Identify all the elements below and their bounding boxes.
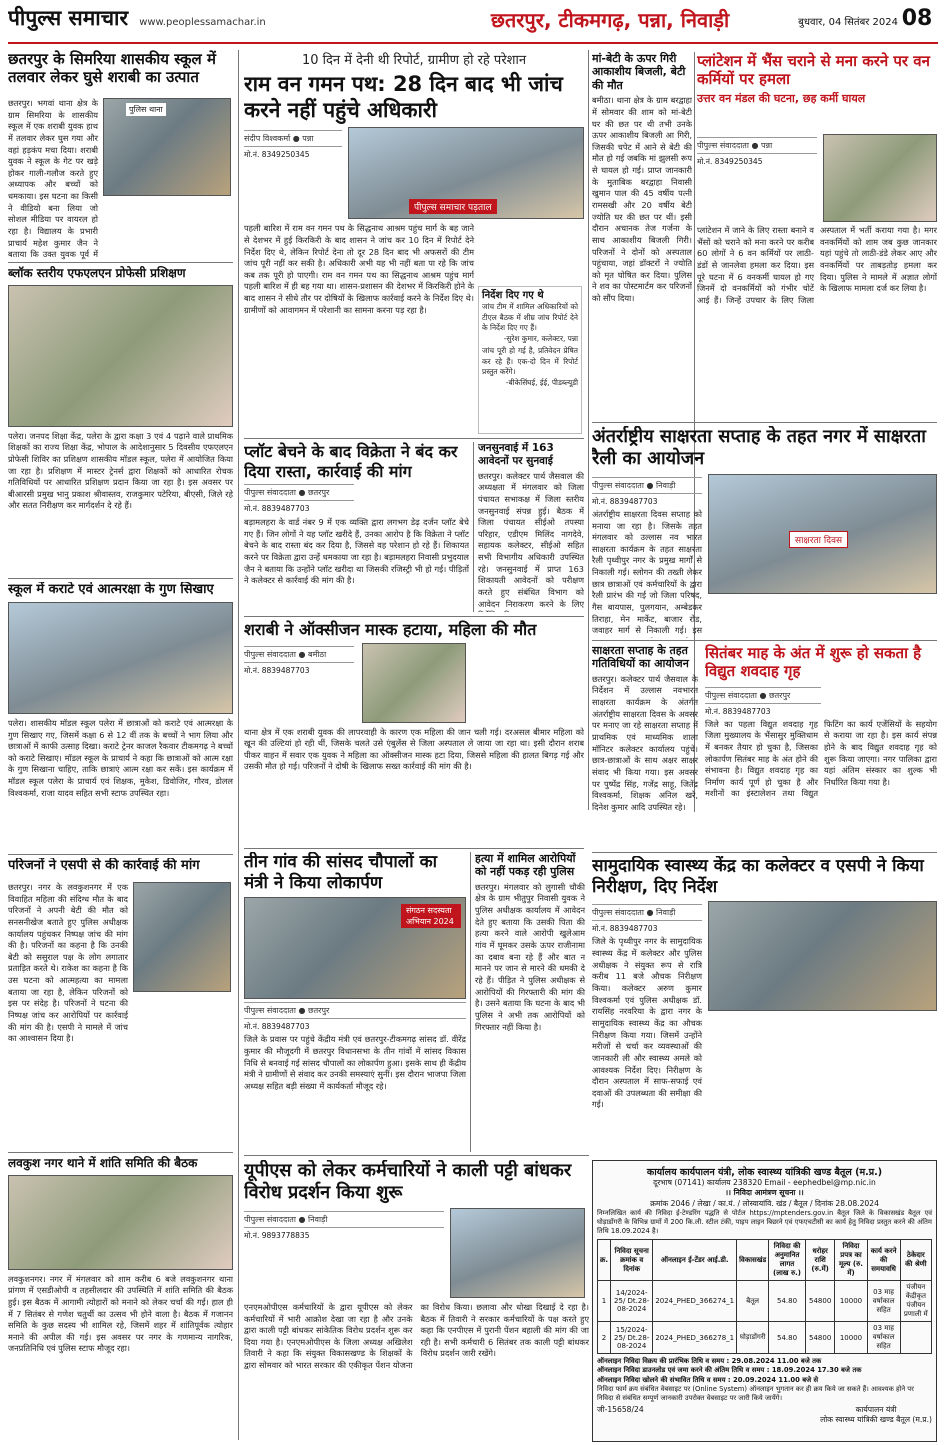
tender-header: निविदा की अनुमानित लागत (लाख रु.) xyxy=(769,1240,806,1281)
ad-contact: दूरभाष (07141) कार्यालय 238320 Email - eephedbel@mp.nic.in xyxy=(653,1178,876,1187)
mobile: मो.नं. 9893778835 xyxy=(244,1230,310,1240)
story-oxygen xyxy=(244,620,584,845)
photo-meeting xyxy=(8,1175,233,1270)
photo-inspection xyxy=(708,901,937,1011)
tender-header: विकासखंड xyxy=(737,1240,769,1281)
story-body: अंतर्राष्ट्रीय साक्षरता दिवस सप्ताह को मनाया जा रहा है। जिसके तहत मंगलवार को उल्लास नव भारत साक्षरता कार्यक्रम के तहत साक्षरता रैली पृथ्वीपुर नगर के प्रमुख मार्गों से निकाली गई। स्लोगन की तख्ती लेकर छात्र छात्राओं एवं कर्मचारियों के द्वारा रैली प्रारंभ की गई जो जिला परिषद, गैस बायपास, पुलगयान, अम्बेडकर तिराहा, मेन मार्केट, बाजार रोड, जवाहर मार्ग से निकाली गई। इस xyxy=(592,508,702,636)
headline: लवकुश नगर थाने में शांति समिति की बैठक xyxy=(8,1156,198,1170)
story-body: छतरपुर। कलेक्टर पार्थ जैसवाल के निर्देशन में उल्लास नवभारत साक्षरता कार्यक्रम के अंतर्गत अंतर्राष्ट्रीय साक्षरता दिवस के अवसर पर मनाए जा रहे साक्षरता सप्ताह में प्राथमिक एवं माध्यमिक शाला मॉनिटर कलेक्टर कार्यालय पहुंचे। छात्र-छात्राओं के साथ अक्षर साक्षर संवाद भी किया गया। इस अवसर पर पुष्पेंद्र सिंह, गजेंद्र साहू, जितेंद्र विश्वकर्मा, शिक्षक अनिल खरे, दिनेश कुमार आदि उपस्थित रहे। xyxy=(592,673,698,812)
headline: प्लॉट बेचने के बाद विक्रेता ने बंद कर दिया रास्ता, कार्रवाई की मांग xyxy=(244,442,458,481)
story-body: पलेरा। जनपद शिक्षा केंद्र, पलेरा के द्वारा कक्षा 3 एवं 4 पढ़ाने वाले प्राथमिक शिक्षकों का राज्य शिक्षा केंद्र, भोपाल के आदेशानुसार 5 दिवसीय एफएलएन प्रोफेसी शिविर का प्रशिक्षण शासकीय मॉडल स्कूल, पलेरा में आयोजित किया जा रहा है। प्रशिक्षण में मास्टर ट्रेनर्स द्वारा शिक्षकों को आधारित रोचक गतिविधियों पर आधारित प्रशिक्षण प्रदान किया जा रहा है। इस अवसर पर बीआरसी प्रमुख भानु प्रकाश श्रीवास्तव, राजकुमार पटेरिया, बीएसी, जिले रहे और सतत निरीक्षण कर मार्गदर्शन दे रहे हैं। xyxy=(8,430,233,511)
story-body: छतरपुर। मंगलवार को लुगासी चौकी क्षेत्र के ग्राम भीतुपुर निवासी युवक ने पुलिस अधीक्षक कार्यालय में आवेदन देते हुए बताया कि उसकी पिता की हत्या करने वाले आरोपी खुलेआम गांव में घूमकर उसके ऊपर राजीनामा का दबाव बना रहे हैं और बात न मानने पर जान से मारने की धमकी दे रहे हैं। पीड़ित ने पुलिस अधीक्षक से आरोपियों की गिरफ्तारी की मांग की है। उसने बताया कि घटना के बाद भी पुलिस ने अभी तक आरोपियों को गिरफ्तार नहीं किया है। xyxy=(475,881,585,1032)
directive-1: जांच टीम में शामिल अधिकारियों को टीएल बैठक में शीघ्र जांच रिपोर्ट देने के निर्देश दिए गए हैं। xyxy=(482,302,578,333)
directive-2-by: -बीकेसिंघई, ईई, पीडब्ल्यूडी xyxy=(505,377,578,387)
headline: सितंबर माह के अंत में शुरू हो सकता है विद्युत शवदाह गृह xyxy=(705,644,922,681)
tender-header: निविदा प्रपत्र का मूल्य (रु. में) xyxy=(835,1240,867,1281)
byline: पीपुल्स संवाददाता ● निवाड़ी xyxy=(592,904,702,921)
story-peace-meeting xyxy=(8,1156,233,1440)
mobile: मो.नं. 8839487703 xyxy=(244,665,310,675)
headline: प्लांटेशन में भैंस चराने से मना करने पर वन कर्मियों पर हमला xyxy=(697,52,930,89)
page-number: 08 xyxy=(901,6,933,31)
tender-row xyxy=(598,1281,932,1322)
kicker: 10 दिन में देनी थी रिपोर्ट, ग्रामीण हो रहे परेशान xyxy=(301,53,527,68)
headline: स्कूल में कराटे एवं आत्मरक्षा के गुण सिखाए xyxy=(8,582,214,597)
byline: संदीप विश्वकर्मा ● पन्ना xyxy=(244,130,342,147)
story-body: एनएमओपीएस कर्मचारियों के द्वारा यूपीएस को लेकर कर्मचारियों में भारी आक्रोश देखा जा रहा है और उनके द्वारा काली पट्टी बांधकर सांकेतिक विरोध प्रदर्शन शुरू कर दिया गया है। एनएमओपीएस के जिला अध्यक्ष अखिलेश तिवारी ने कहा कि संयुक्त विकासखण्ड के शिक्षकों के द्वारा सोमवार को भारत सरकार की एकीकृत पेंशन योजना का विरोध किया। छलावा और धोखा दिखाई दे रहा है। बैठक में तिवारी ने सरकार कर्मचारियों के पक्ष करते हुए कहा कि एनपीएस में पुरानी पेंशन बहाली की मांग की जा रही है। सभी कर्मचारी 6 सितंबर तक काली पट्टी बांधकर विरोध प्रदर्शन जारी रखेंगे। xyxy=(244,1301,589,1371)
headline: शराबी ने ऑक्सीजन मास्क हटाया, महिला की मौत xyxy=(244,620,537,639)
tender-cell: 54800 xyxy=(805,1322,835,1354)
photo-washed-road xyxy=(348,127,584,219)
directive-2: जांच पूरी हो गई है, प्रतिवेदन प्रेषित कर रहे हैं। एक-दो दिन में रिपोर्ट प्रस्तुत करेंगे। xyxy=(482,346,578,377)
byline: पीपुल्स संवाददाता ● निवाड़ी xyxy=(592,477,702,494)
story-family-sp xyxy=(8,858,233,1148)
photo-injured xyxy=(823,134,937,222)
mobile: मो.नं. 8839487703 xyxy=(705,706,771,716)
tender-cell: 15/2024-25/ Dt.28-08-2024 xyxy=(611,1322,653,1354)
tender-cell: 54.80 xyxy=(769,1322,806,1354)
story-fln xyxy=(8,266,233,574)
tender-header: कार्य करने की समयावधि xyxy=(867,1240,900,1281)
tender-header: ठेकेदार की श्रेणी xyxy=(900,1240,931,1281)
byline: पीपुल्स संवाददाता ● बमीठा xyxy=(244,646,354,663)
headline: तीन गांव की सांसद चौपालों का मंत्री ने किया लोकार्पण xyxy=(244,852,438,893)
story-body: प्लांटेशन में जाने के लिए रास्ता बनाने व भैंसों को चराने को मना करने पर करीब 60 लोगों ने 6 वन कर्मियों पर लाठी-डंडों से जानलेवा हमला कर दिया। इस पूरे घटना में 6 वनकर्मी घायल हो गए जिनमें दो वनकर्मियों को गंभीर चोटें आई हैं। जिन्हें उपचार के लिए जिला अस्पताल में भर्ती कराया गया है। मगर वनकर्मियों को शाम जब कुछ जानकार यहां पहुंचे तो लाठी-डंडे लेकर आए और वनकर्मियों पर ताबड़तोड़ हमला कर दिया। पुलिस ने मामले में अज्ञात लोगों के खिलाफ मामला दर्ज कर लिया है। xyxy=(697,225,937,305)
story-body: बड़ामलहरा के वार्ड नंबर 9 में एक व्यक्ति द्वारा लगभग डेढ़ दर्जन प्लॉट बेचे गए हैं। जिन लोगों ने यह प्लॉट खरीदे हैं, उनका आरोप है कि विक्रेता ने प्लॉट बेचने के बाद रास्ता बंद कर दिया है, जिससे वह परेशान हो रहे हैं। शिकायत करने पर विक्रेता द्वारा उन्हें धमकाया जा रहा है। बड़ामलहरा निवासी प्रभुदयाल जैन ने बताया कि उन्होंने प्लॉट खरीदा था जिसकी रजिस्ट्री भी हो गई। पीड़ितों ने कलेक्टर से कार्रवाई की मांग की है। xyxy=(244,517,469,586)
byline: पीपुल्स संवाददाता ● छतरपुर xyxy=(244,484,354,501)
tender-header: ऑनलाइन ई-टेंडर आई.डी. xyxy=(653,1240,737,1281)
story-body: जिले के प्रवास पर पहुंचे केंद्रीय मंत्री एवं छतरपुर-टीकमगढ़ सांसद डॉ. वीरेंद्र कुमार की मौजूदगी में छतरपुर विधानसभा के तीन गांवों में सांसद विकास निधि से बनवाई गई सांसद चौपालों का लोकार्पण हुआ। इसके साथ ही केंद्रीय मंत्री ने ग्रामीणों से संवाद कर उनकी समस्याएं सुनीं। इस दौरान भाजपा जिला अध्यक्ष सहित बड़ी संख्या में कार्यकर्ता मौजूद रहे। xyxy=(244,1034,466,1092)
story-body: जिले का पहला विद्युत शवदाह गृह जिला मुख्यालय के भैंसासुर मुक्तिधाम में बनकर तैयार हो चुका है, जिसका लोकार्पण सितंबर माह के अंत होने की संभावना है। विद्युत शवदाह गृह का निर्माण कार्य पूर्ण हो चुका है और मशीनों का इंस्टालेशन तथा विद्युत फिटिंग का कार्य एजेंसियों के सहयोग से कराया जा रहा है। इस कार्य संपन्न होने के बाद विद्युत शवदाह गृह को शुरू किया जाएगा। नगर पालिका द्वारा यहां अंतिम संस्कार का शुल्क भी निर्धारित किया गया है। xyxy=(705,718,937,799)
story-literacy-rally xyxy=(592,426,937,638)
ad-notice-title: ।। निविदा आमंत्रण सूचना ।। xyxy=(725,1188,804,1198)
story-lightning xyxy=(592,52,692,422)
tender-cell: बैतूल xyxy=(737,1281,769,1322)
story-jansunwai xyxy=(478,442,584,612)
ad-title: कार्यालय कार्यपालन यंत्री, लोक स्वास्थ्य यांत्रिकी खण्ड बैतूल (म.प्र.) xyxy=(646,1167,883,1178)
story-simariya xyxy=(8,50,233,260)
headline: साक्षरता सप्ताह के तहत गतिविधियों का आयोजन xyxy=(592,644,689,671)
tender-cell: घोड़ाडोंगरी xyxy=(737,1322,769,1354)
story-body: लवकुशनगर। नगर में मंगलवार को शाम करीब 6 बजे लवकुशनगर थाना प्रांगण में एसडीओपी व तहसीलदार की उपस्थिति में शांति समिति की बैठक हुई। इस बैठक में आगामी त्योहारों को मनाने को लेकर चर्चा की गई। हाल ही में 7 सितंबर से गणेश चतुर्थी का उत्सव भी होने वाला है। बैठक में गजानन समिति के कुछ सदस्य भी शामिल रहे, जिसमें शहर में शांतिपूर्वक त्योहार मनाने की अपील की गई। इस अवसर पर नगर के गणमान्य नागरिक, जनप्रतिनिधि एवं पुलिस स्टाफ मौजूद रहा। xyxy=(8,1273,233,1354)
brand-logo: पीपुल्स समाचार xyxy=(8,5,129,30)
photo-protest xyxy=(450,1208,585,1298)
mobile: मो.नं. 8839487703 xyxy=(592,496,658,506)
directive-1-by: -सुरेश कुमार, कलेक्टर, पन्ना xyxy=(503,333,578,343)
photo-ambulance xyxy=(362,643,466,723)
tender-cell: पंजीयन केंद्रीकृत पंजीयन प्रणाली में xyxy=(900,1281,931,1322)
story-plot xyxy=(244,442,469,612)
masthead-rule xyxy=(8,42,938,44)
tender-cell: 2 xyxy=(598,1322,611,1354)
headline: मां-बेटी के ऊपर गिरी आकाशीय बिजली, बेटी की मौत xyxy=(592,52,686,92)
tender-cell: 54800 xyxy=(805,1281,835,1322)
story-body: छतरपुर। भगवां थाना क्षेत्र के ग्राम सिमरिया के शासकीय स्कूल में एक शराबी युवक हाथ में तलवार लेकर घुस गया और वहां हड़कंप मचा दिया। शराबी युवक ने स्कूल के गेट पर खड़े होकर गाली-गलौज करते हुए अध्यापक और बच्चों को धमकाया। इस घटना का किसी ने वीडियो बना लिया जो सोशल मीडिया पर वायरल हो रहा है। विद्यालय के प्रभारी प्राचार्य महेश कुमार जैन ने बताया कि उक्त युवक पूर्व में xyxy=(8,98,98,260)
photo-training xyxy=(8,285,233,427)
byline: पीपुल्स संवाददाता ● छतरपुर xyxy=(244,1002,466,1019)
issue-date: बुधवार, 04 सितंबर 2024 xyxy=(798,17,898,28)
story-crematorium xyxy=(705,644,937,849)
story-body: बमीठा। थाना क्षेत्र के ग्राम बरद्वाहा में सोमवार की शाम को मां-बेटी घर की छत पर थी तभी उनके ऊपर आकाशीय बिजली आ गिरी, जिसकी चपेट में आने से बेटी की मौत हो गई जबकि मां झुलसी रूप से घायल हो गई। प्राप्त जानकारी के मुताबिक बरद्वाहा निवासी खुमान पाल की 45 वर्षीय पत्नी रामसखी और 20 वर्षीय बेटी ज्योति घर की छत पर थीं। इसी दौरान अचानक तेज गर्जना के साथ आकाशीय बिजली गिरी। परिजनों ने दोनों को अस्पताल पहुंचाया, जहां डॉक्टरों ने ज्योति को मृत घोषित कर दिया। पुलिस ने शव का पोस्टमार्टम कर परिजनों को सौंप दिया। xyxy=(592,95,692,304)
tender-cell: 10000 xyxy=(835,1281,867,1322)
tender-table xyxy=(597,1239,932,1354)
byline: पीपुल्स संवाददाता ● पन्ना xyxy=(697,137,817,154)
tender-cell xyxy=(900,1322,931,1354)
story-ups xyxy=(244,1160,589,1440)
mobile: मो.नं. 8349250345 xyxy=(697,157,763,166)
headline: राम वन गमन पथ: 28 दिन बाद भी जांच करने नहीं पहुंचे अधिकारी xyxy=(244,72,563,122)
tender-cell: 54.80 xyxy=(769,1281,806,1322)
ad-date-1: ऑनलाइन निविदा विक्रय की प्रारंभिक तिथि व समय : 29.08.2024 11.00 बजे तक xyxy=(597,1357,822,1366)
ad-intro: निम्नलिखित कार्य की निविदा ई-टेण्डरिंग पद्धति से पोर्टल https://mptenders.gov.in बैतूल जिले के विकासखंड बैतूल एवं घोड़ाडोंगरी के विभिन्न ग्रामों में 200 कि.ली. स्टील टंकी, पाइप लाइन बिछाने एवं एफएचटीसी का कार्य हेतु निविदा प्रस्तुत करने की अंतिम तिथि 18.09.2024 है। xyxy=(597,1208,932,1236)
photo-karate xyxy=(8,602,233,714)
mobile: मो.नं. 8839487703 xyxy=(244,1022,310,1032)
story-chc-inspection xyxy=(592,856,937,1154)
photo-family xyxy=(133,882,231,992)
photo-label: पुलिस थाना xyxy=(126,103,166,116)
story-forest-attack-body xyxy=(697,134,937,419)
story-body: छतरपुर। नगर के लवकुशनगर में एक विवाहित महिला की संदिग्ध मौत के बाद परिजनों ने अपनी बेटी की मौत को सनसनीखेज बताते हुए पुलिस अधीक्षक कार्यालय पहुंचकर निष्पक्ष जांच की मांग की है। परिजनों का कहना है कि उनकी बेटी को ससुराल पक्ष के लोग लगातार प्रताड़ित करते थे। राकेश का कहना है कि उस घटना को आत्महत्या का मामला बताया जा रहा है, लेकिन परिजनों को इस पर संदेह है। परिजनों ने घटना की निष्पक्ष जांच कर आरोपियों पर कार्रवाई की मांग की है। एसपी ने मामले में जांच का आश्वासन दिया है। xyxy=(8,882,128,1044)
tender-cell: 10000 xyxy=(835,1322,867,1354)
headline: अंतर्राष्ट्रीय साक्षरता सप्ताह के तहत नगर में साक्षरता रैली का आयोजन xyxy=(592,426,926,469)
mobile: मो.नं. 8349250345 xyxy=(244,150,310,160)
brand-website[interactable]: www.peoplessamachar.in xyxy=(139,17,266,28)
tender-row xyxy=(598,1322,932,1354)
story-body: जिले के पृथ्वीपुर नगर के सामुदायिक स्वास्थ्य केंद्र में कलेक्टर और पुलिस अधीक्षक ने संयुक्त रूप से रात्रि करीब 11 बजे औचक निरीक्षण किया। कलेक्टर अरुण कुमार विश्वकर्मा एवं पुलिस अधीक्षक डॉ. रायसिंह नरवरिया के द्वारा नगर के सामुदायिक स्वास्थ्य केंद्र का औचक निरीक्षण किया गया। जिसमें उन्होंने मरीजों से चर्चा कर व्यवस्थाओं की जानकारी ली और स्वास्थ्य अमले को आवश्यक निर्देश दिए। निरीक्षण के दौरान अस्पताल में साफ-सफाई एवं दवाओं की उपलब्धता की समीक्षा की गई। xyxy=(592,936,702,1110)
ad-date-3: ऑनलाइन निविदा खोलने की संभावित तिथि व समय : 20.09.2024 11.00 बजे से xyxy=(597,1375,819,1384)
photo-police xyxy=(103,98,231,196)
headline: ब्लॉक स्तरीय एफएलएन प्रोफेसी प्रशिक्षण xyxy=(8,266,186,280)
headline: जनसुनवाई में 163 आवेदनों पर सुनवाई xyxy=(478,442,554,467)
story-karate xyxy=(8,582,233,850)
tender-cell: 03 माह वर्षाकाल सहित xyxy=(867,1322,900,1354)
ad-note: निविदा फार्म क्रय संबंधित वेबसाइट पर (Online System) ऑनलाइन भुगतान कर ही क्रय किये जा सकते हैं। आवश्यक होने पर निविदा से संबंधित सम्पूर्ण जानकारी उपरोक्त वेबसाइट पर जारी किये जायेंगे। xyxy=(597,1384,914,1402)
subhead: उत्तर वन मंडल की घटना, छह कर्मी घायल xyxy=(697,91,866,105)
directives-box xyxy=(478,286,582,434)
headline: परिजनों ने एसपी से की कार्रवाई की मांग xyxy=(8,858,200,873)
ad-sign: कार्यपालन यंत्री xyxy=(855,1405,897,1415)
headline: यूपीएस को लेकर कर्मचारियों ने काली पट्टी बांधकर विरोध प्रदर्शन किया शुरू xyxy=(244,1160,572,1203)
story-literacy-week xyxy=(592,644,698,849)
story-murder xyxy=(475,852,585,1152)
photo-tag: पीपुल्स समाचार पड़ताल xyxy=(409,199,497,214)
tender-cell: 2024_PHED_366278_1 xyxy=(653,1322,737,1354)
tender-cell: 14/2024-25/ Dt.28-08-2024 xyxy=(611,1281,653,1322)
ad-dates xyxy=(597,1357,932,1385)
photo-minister xyxy=(244,897,466,999)
mobile: मो.नं. 8839487703 xyxy=(592,924,658,934)
story-body: थाना क्षेत्र में एक शराबी युवक की लापरवाही के कारण एक महिला की जान चली गई। दरअसल बीमार महिला को खून की उल्टियां हो रही थीं, जिसके चलते उसे एंबुलेंस से जिला अस्पताल ले जाया जा रहा था। इसी दौरान शराब पीकर वाहन में सवार एक युवक ने महिला का ऑक्सीजन मास्क हटा दिया, जिससे महिला की हालत बिगड़ गई और उसकी मौत हो गई। परिजनों ने दोषी के खिलाफ सख्त कार्रवाई की मांग की है। xyxy=(244,726,584,772)
tender-cell: 2024_PHED_366274_1 xyxy=(653,1281,737,1322)
tender-header: निविदा सूचना क्रमांक व दिनांक xyxy=(611,1240,653,1281)
tender-advertisement xyxy=(592,1160,937,1442)
byline: पीपुल्स संवाददाता ● छतरपुर xyxy=(705,687,821,704)
story-body: पलेरा। शासकीय मॉडल स्कूल पलेरा में छात्राओं को कराटे एवं आत्मरक्षा के गुण सिखाए गए, जिसमें कक्षा 6 से 12 वीं तक के बच्चों ने भाग लिया और छात्राओं में काफी उत्साह दिखा। कराटे ट्रेनर काजल रैकवार टीकमगढ़ ने बच्चों को कराटे सिखाए। मॉडल स्कूल के प्राचार्य ने कहा कि छात्राओं को आत्म रक्षा के गुण सिखाना चाहिए, ताकि छात्राएं आत्म रक्षा कर सकें। इस कार्यक्रम में मॉडल स्कूल पलेरा के प्राचार्य एवं शिक्षक, मुकेश, डिवोजिर, गौरव, डोलल विश्वकर्मा, राजा यादव सहित सभी स्टाफ उपस्थित रहा। xyxy=(8,717,233,798)
ad-code: जी-15658/24 xyxy=(597,1405,644,1415)
tender-cell: 03 माह वर्षाकाल सहित xyxy=(867,1281,900,1322)
tender-header: धरोहर राशि (रु.में) xyxy=(805,1240,835,1281)
ad-ref: क्रमांक 2046 / लेखा / का.यं. / लोस्वायांवि. खंड / बैतूल / दिनांक 28.08.2024 xyxy=(650,1198,879,1208)
mobile: मो.नं. 8839487703 xyxy=(244,504,310,514)
tender-header: क्र. xyxy=(598,1240,611,1281)
headline: हत्या में शामिल आरोपियों को नहीं पकड़ रही पुलिस xyxy=(475,852,576,879)
directives-title: निर्देश दिए गए थे xyxy=(482,290,544,301)
photo-rally xyxy=(708,474,937,594)
ad-sign-office: लोक स्वास्थ्य यांत्रिकी खण्ड बैतूल (म.प्र.) xyxy=(820,1415,932,1425)
story-body: छतरपुर। कलेक्टर पार्थ जैसवाल की अध्यक्षता में मंगलवार को जिला पंचायत सभाकक्ष में जिला स्तरीय जनसुनवाई संपन्न हुई। बैठक में जिला पंचायत सीईओ तपस्या परिहार, एडीएम मिलिंद नागदेवे, सहायक कलेक्टर, सीईओ सहित सभी विभागीय अधिकारी उपस्थित रहे। जनसुनवाई में प्राप्त 163 शिकायती आवेदनों को परीक्षण करते हुए संबंधित विभाग को आवेदन निराकरण करने के लिए xyxy=(478,470,584,609)
ad-date-2: ऑनलाइन निविदा डाउनलोड एवं जमा करने की अंतिम तिथि व समय : 18.09.2024 17.30 बजे तक xyxy=(597,1366,862,1375)
headline: छतरपुर के सिमरिया शासकीय स्कूल में तलवार लेकर घुसे शराबी का उत्पात xyxy=(8,50,216,87)
headline: सामुदायिक स्वास्थ्य केंद्र का कलेक्टर व एसपी ने किया निरीक्षण, दिए निर्देश xyxy=(592,856,924,897)
banner-text: संगठन सदस्यता अभियान 2024 xyxy=(401,904,461,928)
banner-text: साक्षरता दिवस xyxy=(789,531,848,548)
story-chaupal xyxy=(244,852,466,1152)
tender-cell: 1 xyxy=(598,1281,611,1322)
byline: पीपुल्स संवाददाता ● निवाड़ी xyxy=(244,1211,444,1228)
edition-cities: छतरपुर, टीकमगढ़, पन्ना, निवाड़ी xyxy=(490,8,730,32)
story-body: पहली बारिश में राम वन गमन पथ के सिद्धनाथ आश्रम पहुंच मार्ग के बह जाने से देशभर में हुई किरकिरी के बाद शासन ने जांच कर 10 दिन में रिपोर्ट देने निर्देश दिए थे, लेकिन रिपोर्ट देना तो दूर 28 दिन बाद भी अफसरों की टीम जांच पूरी नहीं कर सकी है। अधिकारी अभी यह भी नहीं बता पा रहे कि जांच कब तक पूरी हो पाएगी। राम वन गमन पथ का सिद्धनाथ आश्रम पहुंच मार्ग पहली बारिश में ही बह गया था। शासन-प्रशासन की देशभर में किरकिरी होने के बाद शासन ने सीधे तौर पर दोषियों के खिलाफ कार्रवाई करने के निर्देश दिए थे। ग्रामीणों को आवागमन में परेशानी का सामना करना पड़ रहा है। xyxy=(244,223,474,315)
